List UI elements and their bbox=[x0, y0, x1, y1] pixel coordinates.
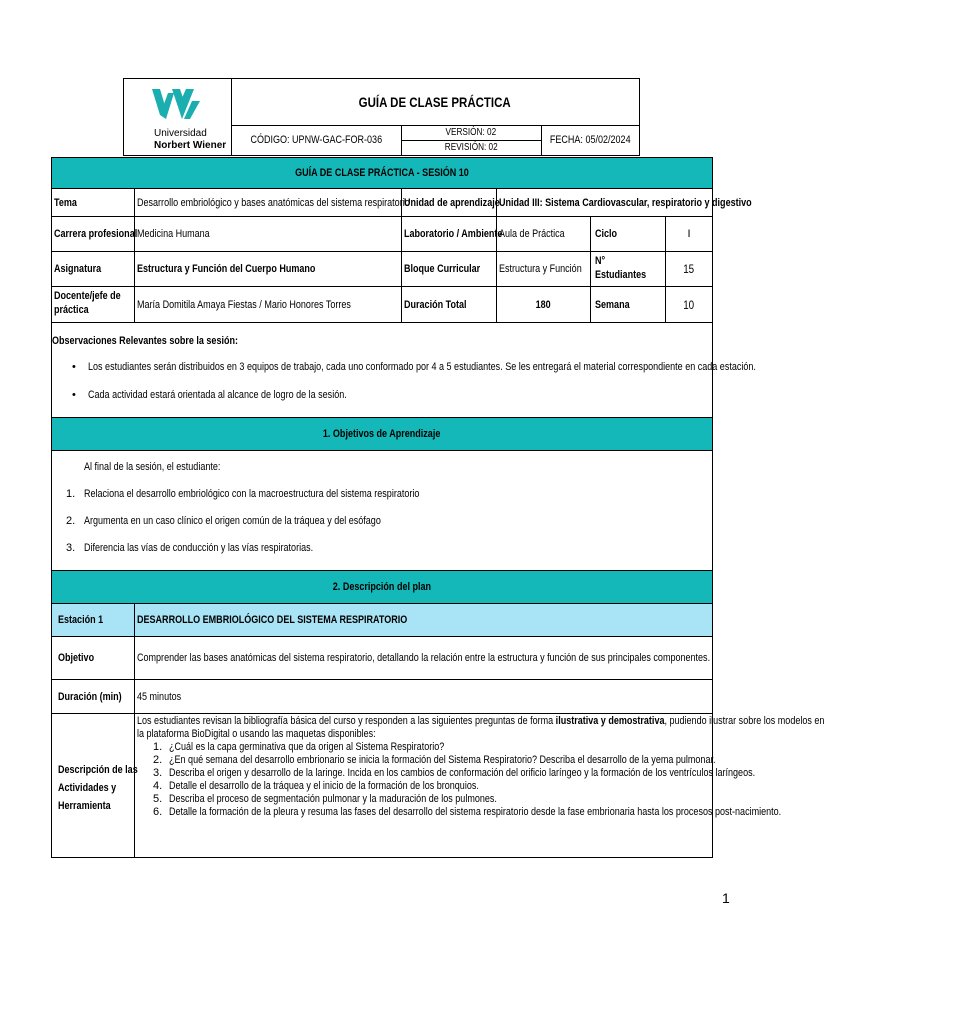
unidad-label: Unidad de aprendizaje bbox=[401, 189, 496, 216]
observaciones-list bbox=[52, 361, 812, 401]
actividad-item: 5. Describa el proceso de segmentación pulmonar y la maduración de los pulmones. bbox=[153, 793, 497, 805]
row-descripcion bbox=[52, 714, 825, 857]
actividad-item: 3. Describa el origen y desarrollo de la laringe. Incida en los cambios de conformación del orificio laríngeo y la formación de los ventrículos laríngeos. bbox=[153, 767, 756, 779]
university-logo-icon bbox=[124, 83, 231, 133]
lab-label: Laboratorio / Ambiente bbox=[401, 217, 496, 251]
objetivos-header-row bbox=[52, 418, 712, 451]
objetivo-item: 1. Relaciona el desarrollo embriológico con la macroestructura del sistema respiratorio bbox=[66, 488, 420, 500]
observacion-item: • Cada actividad estará orientada al alcance de logro de la sesión. bbox=[52, 389, 812, 401]
plan-title: 2. Descripción del plan bbox=[332, 581, 432, 593]
document-header bbox=[123, 78, 640, 156]
row-estacion bbox=[52, 604, 712, 637]
plan-header-row bbox=[52, 571, 712, 604]
descripcion-label: Descripción de las Actividades y Herramienta bbox=[58, 764, 138, 812]
row-docente bbox=[52, 287, 712, 323]
estudiantes-value: 15 bbox=[665, 252, 712, 286]
bloque-label: Bloque Curricular bbox=[401, 252, 496, 286]
tema-value: Desarrollo embriológico y bases anatómicas del sistema respiratorio bbox=[134, 189, 401, 216]
asignatura-value: Estructura y Función del Cuerpo Humano bbox=[134, 252, 401, 286]
objetivo-label: Objetivo bbox=[58, 652, 95, 664]
session-title-row bbox=[52, 158, 712, 189]
ciclo-label: Ciclo bbox=[590, 217, 665, 251]
actividad-item: 1. ¿Cuál es la capa germinativa que da origen al Sistema Respiratorio? bbox=[153, 741, 445, 753]
asignatura-label: Asignatura bbox=[54, 263, 102, 275]
estudiantes-label: N° Estudiantes bbox=[590, 252, 665, 286]
duracion-total-label: Duración Total bbox=[401, 287, 496, 322]
objetivos-section bbox=[52, 451, 712, 571]
estacion-label: Estación 1 bbox=[58, 614, 104, 626]
objetivo-item: 2. Argumenta en un caso clínico el origen común de la tráquea y del esófago bbox=[66, 515, 381, 527]
objetivo-item: 3. Diferencia las vías de conducción y las vías respiratorias. bbox=[66, 542, 314, 554]
observacion-item: • Los estudiantes serán distribuidos en 3 equipos de trabajo, cada uno conformado por 4 a 5 estudiantes. Se les entregará el material correspondiente en cada estación. bbox=[52, 361, 812, 389]
row-tema bbox=[52, 189, 752, 217]
actividad-item: 2. ¿En qué semana del desarrollo embrionario se inicia la formación del Sistema Respiratorio? Describa el desarrollo de la yema pulmonar. bbox=[153, 754, 716, 766]
objetivos-title: 1. Objetivos de Aprendizaje bbox=[323, 428, 441, 440]
actividad-item: 4. Detalle el desarrollo de la tráquea y el inicio de la formación de los bronquios. bbox=[153, 780, 479, 792]
carrera-value: Medicina Humana bbox=[134, 217, 401, 251]
docente-value: María Domitila Amaya Fiestas / Mario Honores Torres bbox=[134, 287, 401, 322]
bloque-value: Estructura y Función bbox=[496, 252, 590, 286]
actividad-item: 6. Detalle la formación de la pleura y resuma las fases del desarrollo del sistema respiratorio desde la fase embrionaria hasta los procesos post-nacimiento. bbox=[153, 806, 782, 818]
document-title: GUÍA DE CLASE PRÁCTICA bbox=[231, 79, 639, 126]
carrera-label: Carrera profesional bbox=[54, 228, 138, 240]
document-code: CÓDIGO: UPNW-GAC-FOR-036 bbox=[231, 125, 402, 155]
observaciones-section bbox=[52, 323, 756, 418]
descripcion-intro: Los estudiantes revisan la bibliografía básica del curso y responden a las siguientes preguntas de forma ilustrativa y demostrativa, pudiendo ilustrar sobre los modelos en bbox=[137, 715, 825, 727]
university-logo bbox=[124, 79, 232, 155]
tema-label: Tema bbox=[54, 196, 77, 209]
document-revision: REVISIÓN: 02 bbox=[401, 140, 542, 155]
semana-label: Semana bbox=[590, 287, 665, 322]
ciclo-value: I bbox=[665, 217, 712, 251]
observaciones-title: Observaciones Relevantes sobre la sesión: bbox=[52, 335, 238, 347]
lab-value: Aula de Práctica bbox=[496, 217, 590, 251]
objetivos-list bbox=[52, 488, 752, 554]
session-title: GUÍA DE CLASE PRÁCTICA - SESIÓN 10 bbox=[295, 167, 469, 179]
document-date: FECHA: 05/02/2024 bbox=[549, 134, 631, 146]
row-asignatura bbox=[52, 252, 712, 287]
docente-label: Docente/jefe de práctica bbox=[54, 290, 121, 316]
estacion-value: DESARROLLO EMBRIOLÓGICO DEL SISTEMA RESPIRATORIO bbox=[134, 604, 712, 636]
row-objetivo bbox=[52, 637, 712, 680]
descripcion-intro-2: la plataforma BioDigital o usando las maquetas disponibles: bbox=[137, 728, 376, 740]
duracion-label: Duración (min) bbox=[58, 690, 122, 703]
objetivos-intro: Al final de la sesión, el estudiante: bbox=[84, 461, 221, 473]
semana-value: 10 bbox=[665, 287, 712, 322]
logo-text-2: Norbert Wiener bbox=[154, 140, 227, 151]
document-version: VERSIÓN: 02 bbox=[401, 125, 542, 141]
unidad-value: Unidad III: Sistema Cardiovascular, respiratorio y digestivo bbox=[496, 189, 712, 216]
session-table bbox=[51, 157, 825, 858]
row-duracion bbox=[52, 680, 712, 714]
duracion-total-value: 180 bbox=[496, 287, 590, 322]
objetivo-value: Comprender las bases anatómicas del sistema respiratorio, detallando la relación entre la estructura y función de sus principales componentes. bbox=[134, 637, 712, 679]
descripcion-value bbox=[134, 714, 825, 857]
duracion-value: 45 minutos bbox=[134, 680, 712, 713]
logo-text-1: Universidad bbox=[154, 128, 207, 139]
actividades-list bbox=[137, 741, 782, 819]
row-carrera bbox=[52, 217, 712, 252]
page-number: 1 bbox=[722, 890, 730, 906]
